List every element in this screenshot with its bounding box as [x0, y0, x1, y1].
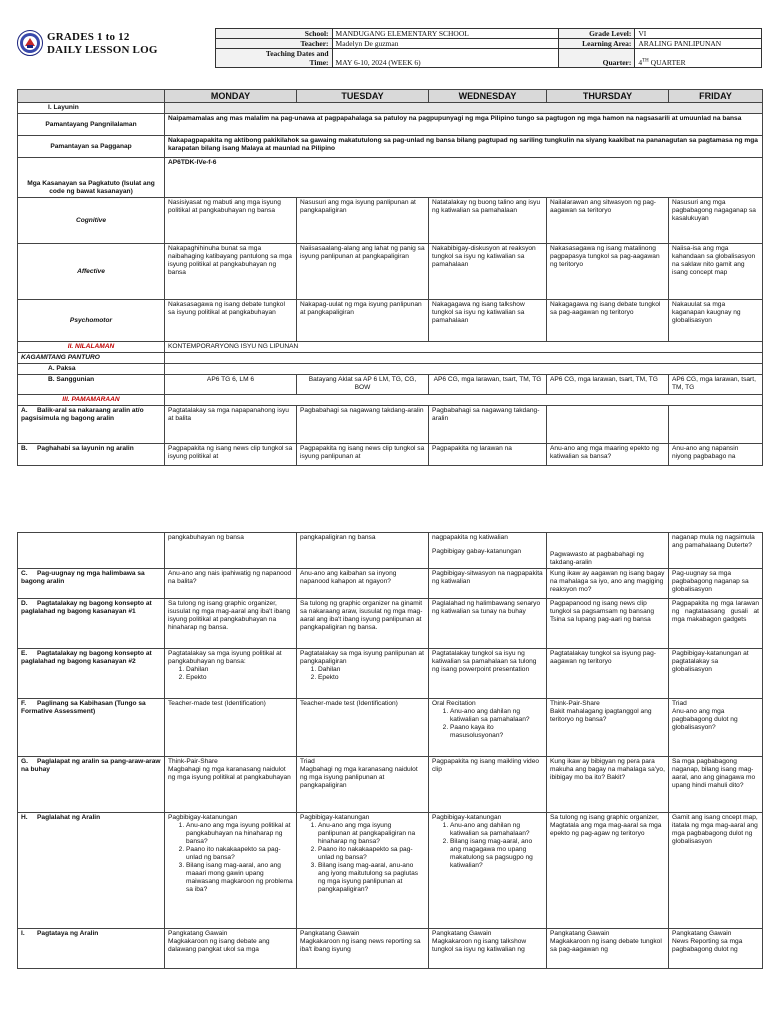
- pagganap-label: Pamantayan sa Pagganap: [18, 136, 165, 158]
- pagtatalakay-1-label: [18, 599, 165, 649]
- pagtataya-friday-text: News Reporting sa mga pagbabagong dulot ng: [672, 938, 743, 953]
- pagtataya-tuesday-title: Pangkatang Gawain: [300, 930, 360, 937]
- paglalapat-tuesday-text: Magbahagi ng mga karanasang naidulot ng mga isyung panlipunan at pangkapaligiran: [300, 766, 418, 789]
- pag-uugnay-label: [18, 569, 165, 599]
- paglalahat-monday-list: [168, 822, 293, 894]
- paksa-label: A. Paksa: [18, 364, 165, 375]
- day-wednesday: WEDNESDAY: [429, 90, 547, 103]
- list-item: 3. Bilang isang mag-aaral, ano ang maaari mong gawin upang maiwasang magkaroon ng problema sa iba?: [186, 862, 293, 894]
- pangnilalaman-row: [18, 114, 763, 136]
- psychomotor-thursday: Nakagagawa ng isang debate tungkol sa pag-aagawan ng teritoryo: [547, 300, 669, 342]
- paghahabi-friday: Anu-ano ang napansin niyong pagbabago na: [669, 444, 763, 466]
- pagtatalakay-2-monday-intro: Pagtatalakay sa mga isyung politikal at pangkabuhayan ng bansa:: [168, 650, 282, 665]
- pagtatalakay-2-tuesday-intro: Pagtatalakay sa mga isyung panlipunan at pangkapaligiran: [300, 650, 424, 665]
- pagtataya-thursday-title: Pangkatang Gawain: [550, 930, 610, 937]
- psychomotor-label: Psychomotor: [18, 300, 165, 342]
- corner-cell: [18, 90, 165, 103]
- paghahabi-label: [18, 444, 165, 466]
- pagtatalakay-1-thursday: Pagpapanood ng isang news clip tungkol sa pagsamsam ng bansang Tsina sa lupang pag-aari ng bansa: [547, 599, 669, 649]
- title-line-2: DAILY LESSON LOG: [47, 44, 158, 56]
- pagtataya-monday-title: Pangkatang Gawain: [168, 930, 228, 937]
- cognitive-row: [18, 198, 763, 244]
- affective-thursday: Nakasasagawa ng isang matalinong pagpapasya tungkol sa pag-aagawan ng teritoryo: [547, 244, 669, 300]
- psychomotor-monday: Nakasasagawa ng isang debate tungkol sa isyung politikal at pangkabuhayan: [165, 300, 297, 342]
- list-item: 1. Anu-ano ang mga isyung panlipunan at pangkapaligiran na hinaharap ng bansa?: [318, 822, 425, 846]
- list-item: 1. Anu-ano ang mga isyung politikal at pangkabuhayan na hinaharap ng bansa?: [186, 822, 293, 846]
- pag-uugnay-monday: Anu-ano ang nais ipahiwatig ng napanood na balita?: [165, 569, 297, 599]
- pagtatalakay-2-wednesday: Pagtatalakay tungkol sa isyu ng katiwalian sa pamahalaan sa tulong ng isang powerpoint presentation: [429, 649, 547, 699]
- affective-monday: Nakapaghihinuha bunat sa mga naibahaging katibayang pantulong sa mga isyung politikal at pangkabuhayan ng bansa: [165, 244, 297, 300]
- pag-uugnay-row: [18, 569, 763, 599]
- pagtataya-friday: [669, 929, 763, 969]
- pagtataya-row: [18, 929, 763, 969]
- list-item: 1. Anu-ano ang dahilan ng katiwalian sa pamahalaan?: [450, 822, 543, 838]
- balik-aral-monday: Pagtatalakay sa mga napapanahong isyu at balita: [165, 406, 297, 444]
- day-friday: FRIDAY: [669, 90, 763, 103]
- dates-label: [216, 49, 333, 68]
- school-label: School:: [216, 29, 333, 39]
- teacher-label: Teacher:: [216, 39, 333, 49]
- pag-uugnay-thursday: Kung ikaw ay aagawan ng isang bagay na mahalaga sa iyo, ano ang magiging reaksyon mo?: [547, 569, 669, 599]
- pagganap-row: [18, 136, 763, 158]
- learning-area-label: Learning Area:: [558, 39, 635, 49]
- paglinang-friday-text: Anu-ano ang mga pagbabagong dulot ng globalisasyon?: [672, 708, 738, 731]
- day-monday: MONDAY: [165, 90, 297, 103]
- pagtataya-thursday-text: Magkakaroon ng isang debate tungkol sa pag-aagawan ng: [550, 938, 662, 953]
- cognitive-wednesday: Natatalakay ng buong talino ang isyu ng katiwalian sa pamahalaan: [429, 198, 547, 244]
- balik-aral-wednesday: Pagbabahagi sa nagawang takdang-aralin: [429, 406, 547, 444]
- pagtataya-wednesday-title: Pangkatang Gawain: [432, 930, 492, 937]
- list-item: 2. Paano ito nakakaapekto sa pag-unlad ng bansa?: [318, 846, 425, 862]
- paglalahat-tuesday-list: [300, 822, 425, 894]
- paglalahat-tuesday-intro: Pagbibigay-katanungan: [300, 814, 370, 821]
- title-line-1: GRADES 1 to 12: [47, 31, 130, 43]
- list-item: 2. Epekto: [318, 674, 425, 682]
- pagtatalakay-2-tuesday-list: [300, 666, 425, 682]
- page-two: [0, 528, 768, 1024]
- paglalapat-monday-title: Think-Pair-Share: [168, 758, 218, 765]
- pamamaraan-row: [18, 395, 763, 406]
- paglalahat-wednesday: [429, 813, 547, 929]
- layunin-fill: [165, 103, 763, 114]
- pagtatalakay-1-friday: Pagpapakita ng mga larawan ng nagtataasang gusali at mga makabagon gadgets: [669, 599, 763, 649]
- pagganap-text: Nakapagpapakita ng aktibong pakikilahok sa gawaing makatutulong sa pag-unlad ng bansa bilang pagtupad ng sariling tungkulin na siyang kaakibat na pananagutan sa pagtamasa ng mga karapatan bilang isang Malaya at maunlad na Pilipino: [165, 136, 763, 158]
- paglinang-wednesday-intro: Oral Recitation: [432, 700, 476, 707]
- continued-wednesday-line1: nagpapakita ng katiwalian: [432, 534, 508, 541]
- sanggunian-tuesday: Batayang Aklat sa AP 6 LM, TG, CG, BOW: [297, 375, 429, 395]
- quarter-number: 4: [638, 58, 643, 67]
- lesson-log-table-1: [17, 89, 763, 466]
- pagtataya-text: Pagtataya ng Aralin: [37, 930, 99, 937]
- pagtatalakay-1-row: [18, 599, 763, 649]
- sanggunian-monday: AP6 TG 6, LM 6: [165, 375, 297, 395]
- pag-uugnay-wednesday: Pagbibigay-sitwasyon na nagpapakita ng katiwalian: [429, 569, 547, 599]
- pagtataya-label: [18, 929, 165, 969]
- paglalapat-text: Paglalapat ng aralin sa pang-araw-araw na buhay: [21, 758, 161, 773]
- paglalapat-thursday: Kung ikaw ay bibigyan ng pera para makuha ang bagay na mahalaga sa'yo, ibibigay mo ba ito? Bakit?: [547, 757, 669, 813]
- kasanayan-label: Mga Kasanayan sa Pagkatuto (Isulat ang code ng bawat kasanayan): [18, 158, 165, 198]
- paglalahat-row: [18, 813, 763, 929]
- pagtataya-thursday: [547, 929, 669, 969]
- paglalapat-friday: Sa mga pagbabagong naganap, bilang isang mag-aaral, ano ang ginagawa mo upang hindi mahuli dito?: [669, 757, 763, 813]
- affective-row: [18, 244, 763, 300]
- pagtataya-monday: [165, 929, 297, 969]
- affective-wednesday: Nakabibigay-diskusyon at reaksyon tungkol sa isyu ng katiwalian sa pamahalaan: [429, 244, 547, 300]
- paglalahat-wednesday-intro: Pagbibigay-katanungan: [432, 814, 502, 821]
- paghahabi-tuesday: Pagpapakita ng isang news clip tungkol sa isyung panlipunan at: [297, 444, 429, 466]
- pagtatalakay-2-monday: [165, 649, 297, 699]
- school-value: MANDUGANG ELEMENTARY SCHOOL: [332, 29, 558, 39]
- paglalahat-label: [18, 813, 165, 929]
- paglalapat-monday: [165, 757, 297, 813]
- sanggunian-row: [18, 375, 763, 395]
- paglinang-friday-title: Triad: [672, 700, 687, 707]
- pag-uugnay-friday: Pag-uugnay sa mga pagbabagong naganap sa globalisasyon: [669, 569, 763, 599]
- paglinang-thursday-text: Bakit mahalagang ipagtanggol ang teritoryo ng bansa?: [550, 708, 652, 723]
- kasanayan-code: AP6TDK-IVe-f-6: [165, 158, 763, 198]
- paglinang-thursday-title: Think-Pair-Share: [550, 700, 600, 707]
- paghahabi-row: [18, 444, 763, 466]
- paglalapat-tuesday: [297, 757, 429, 813]
- paglalahat-friday: Gamit ang isang cncept map, itatala ng mga mag-aaral ang mga pagbabagong dulot ng globalisasyon: [669, 813, 763, 929]
- pagtatalakay-2-text: Pagtatalakay ng bagong konsepto at paglalahad ng bagong kasanayan #2: [21, 650, 152, 665]
- pagtatalakay-1-wednesday: Paglalahad ng halimbawang senaryo ng katiwalian sa tunay na buhay: [429, 599, 547, 649]
- cognitive-label: Cognitive: [18, 198, 165, 244]
- layunin-label: I. Layunin: [18, 103, 165, 114]
- psychomotor-friday: Nakauulat sa mga kaganapan kaugnay ng globalisasyon: [669, 300, 763, 342]
- list-item: 2. Paano ito nakakaapekto sa pag-unlad ng bansa?: [186, 846, 293, 862]
- dates-value: MAY 6-10, 2024 (WEEK 6): [332, 49, 558, 68]
- pagtataya-tuesday: [297, 929, 429, 969]
- affective-label: Affective: [18, 244, 165, 300]
- paglinang-tuesday: Teacher-made test (Identification): [297, 699, 429, 757]
- continued-wednesday-line2: Pagbibigay gabay-katanungan: [432, 548, 522, 555]
- quarter-label: Quarter:: [558, 49, 635, 68]
- list-item: 1. Dahilan: [186, 666, 293, 674]
- balik-aral-tuesday: Pagbabahagi sa nagawang takdang-aralin: [297, 406, 429, 444]
- cognitive-friday: Nasusuri ang mga pagbabagong nagaganap sa kasalukuyan: [669, 198, 763, 244]
- pagtatalakay-1-monday: Sa tulong ng isang graphic organizer, isusulat ng mga mag-aaral ang iba't ibang isyung politikal at pangkabuhayan na hinaharap ng bansa.: [165, 599, 297, 649]
- pagtatalakay-2-tuesday: [297, 649, 429, 699]
- kagamitan-row: [18, 353, 763, 364]
- paglalapat-tuesday-title: Triad: [300, 758, 315, 765]
- continued-friday: naganap mula ng nagsimula ang pamahalaang Duterte?: [669, 533, 763, 569]
- paglalapat-code: G.: [21, 758, 28, 765]
- paglalapat-label: [18, 757, 165, 813]
- quarter-sup: TH: [642, 58, 649, 64]
- paglinang-text: Paglinang sa Kabihasan (Tungo sa Formative Assessment): [21, 700, 146, 715]
- paglalahat-wednesday-list: [432, 822, 543, 870]
- continued-monday: pangkabuhayan ng bansa: [165, 533, 297, 569]
- teacher-value: Madelyn De guzman: [332, 39, 558, 49]
- pagtataya-wednesday: [429, 929, 547, 969]
- psychomotor-row: [18, 300, 763, 342]
- quarter-suffix: QUARTER: [648, 58, 686, 67]
- lesson-log-table-2: [17, 532, 763, 969]
- deped-seal-icon: [17, 30, 43, 56]
- grade-label: Grade Level:: [558, 29, 635, 39]
- quarter-value: [635, 49, 762, 68]
- paglalahat-monday: [165, 813, 297, 929]
- nilalaman-text: KONTEMPORARYONG ISYU NG LIPUNAN: [165, 342, 763, 353]
- balik-aral-row: [18, 406, 763, 444]
- pagtatalakay-1-text: Pagtatalakay ng bagong konsepto at paglalahad ng bagong kasanayan #1: [21, 600, 152, 615]
- paghahabi-monday: Pagpapakita ng isang news clip tungkol sa isyung politikal at: [165, 444, 297, 466]
- learning-area-value: ARALING PANLIPUNAN: [635, 39, 762, 49]
- day-thursday: THURSDAY: [547, 90, 669, 103]
- sanggunian-friday: AP6 CG, mga larawan, tsart, TM, TG: [669, 375, 763, 395]
- balik-aral-friday: [669, 406, 763, 444]
- continued-wednesday: [429, 533, 547, 569]
- paglalahat-text: Paglalahat ng Aralin: [37, 814, 101, 821]
- psychomotor-wednesday: Nakagagawa ng isang talkshow tungkol sa isyu ng katiwalian sa pamahalaan: [429, 300, 547, 342]
- pagtataya-friday-title: Pangkatang Gawain: [672, 930, 732, 937]
- pagtataya-tuesday-text: Magkakaroon ng isang news reporting sa iba't ibang isyung: [300, 938, 421, 953]
- paglinang-label: [18, 699, 165, 757]
- paglalahat-thursday: Sa tulong ng isang graphic organizer, Magtatala ang mga mag-aaral sa mga epekto ng pag-agaw ng teritoryo: [547, 813, 669, 929]
- sanggunian-wednesday: AP6 CG, mga larawan, tsart, TM, TG: [429, 375, 547, 395]
- pagtataya-monday-text: Magkakaroon ng isang debate ang dalawang pangkat ukol sa mga: [168, 938, 270, 953]
- continued-row: [18, 533, 763, 569]
- cognitive-monday: Nasisiyasat ng mabuti ang mga isyung politikal at pangkabuhayan ng bansa: [165, 198, 297, 244]
- paglalahat-code: H.: [21, 814, 28, 821]
- pag-uugnay-code: C.: [21, 570, 28, 577]
- list-item: 2. Paano kaya ito masusolusyonan?: [450, 724, 543, 740]
- pagtatalakay-2-monday-list: [168, 666, 293, 682]
- layunin-row: [18, 103, 763, 114]
- pagtatalakay-2-friday: Pagbibigay-katanungan at pagtatalakay sa globalisasyon: [669, 649, 763, 699]
- pangnilalaman-label: Pamantayang Pangnilalaman: [18, 114, 165, 136]
- pagtatalakay-2-label: [18, 649, 165, 699]
- paglinang-thursday: [547, 699, 669, 757]
- cognitive-thursday: Nailalarawan ang sitwasyon ng pag-aagawan sa teritoryo: [547, 198, 669, 244]
- list-item: 3. Bilang isang mag-aaral, anu-ano ang iyong maitutulong sa paglutas ng mga isyung panlipunan at pangkapaligiran?: [318, 862, 425, 894]
- pagtatalakay-2-thursday: Pagtatalakay tungkol sa isyung pag-aagawan ng teritoryo: [547, 649, 669, 699]
- paghahabi-thursday: Anu-ano ang mga maaring epekto ng katiwalian sa bansa?: [547, 444, 669, 466]
- paksa-row: [18, 364, 763, 375]
- pagtataya-wednesday-text: Magkakaroon ng isang talkshow tungkol sa isyu ng katiwalian ng: [432, 938, 527, 953]
- kasanayan-row: [18, 158, 763, 198]
- paksa-fill: [165, 364, 763, 375]
- paglalapat-wednesday: Pagpapakita ng isang maikling video clip: [429, 757, 547, 813]
- list-item: 2. Bilang isang mag-aaral, ano ang magagawa mo upang makatulong sa pagsugpo ng katiwalian?: [450, 838, 543, 870]
- pagtatalakay-1-code: D.: [21, 600, 28, 607]
- pag-uugnay-text: Pag-uugnay ng mga halimbawa sa bagong aralin: [21, 570, 145, 585]
- paglinang-code: F.: [21, 700, 27, 707]
- dates-label-line1: Teaching Dates and: [265, 49, 329, 58]
- page-one: [0, 0, 768, 470]
- balik-aral-text: Balik-aral sa nakaraang aralin at/o pagsisimula ng bagong aralin: [21, 407, 144, 422]
- paghahabi-wednesday: Pagpapakita ng larawan na: [429, 444, 547, 466]
- continued-tuesday: pangkapaligiran ng bansa: [297, 533, 429, 569]
- list-item: 1. Dahilan: [318, 666, 425, 674]
- pag-uugnay-tuesday: Anu-ano ang kaibahan sa inyong napanood kahapon at ngayon?: [297, 569, 429, 599]
- paglalapat-row: [18, 757, 763, 813]
- nilalaman-label: II. NILALAMAN: [18, 342, 165, 353]
- balik-aral-label: [18, 406, 165, 444]
- paghahabi-text: Paghahabi sa layunin ng aralin: [37, 445, 134, 452]
- pagtatalakay-1-tuesday: Sa tulong ng graphic organizer na ginamit sa nakaraang araw, isusulat ng mga mag-aaral ang iba't ibang isyung panlipunan at pangkapaligiran ng bansa.: [297, 599, 429, 649]
- list-item: 2. Epekto: [186, 674, 293, 682]
- pangnilalaman-text: Naipamamalas ang mas malalim na pag-unawa at pagpapahalaga sa patuloy na pagpupunyagi ng mga Pilipino tungo sa pagtugon ng mga hamon na nagsasarili at umuunlad na bansa: [165, 114, 763, 136]
- paglalahat-monday-intro: Pagbibigay-katanungan: [168, 814, 238, 821]
- grade-value: VI: [635, 29, 762, 39]
- balik-aral-thursday: [547, 406, 669, 444]
- pamamaraan-fill: [165, 395, 763, 406]
- psychomotor-tuesday: Nakapag-uulat ng mga isyung panlipunan at pangkapaligiran: [297, 300, 429, 342]
- document-header: [17, 28, 762, 72]
- pamamaraan-label: III. PAMAMARAAN: [18, 395, 165, 406]
- kagamitan-fill: [165, 353, 763, 364]
- document-title: [47, 31, 158, 57]
- pagtataya-code: I.: [21, 930, 25, 937]
- days-header-row: [18, 90, 763, 103]
- sanggunian-label: B. Sanggunian: [18, 375, 165, 395]
- paglinang-wednesday: [429, 699, 547, 757]
- continued-thursday: Pagwawasto at pagbabahagi ng takdang-aralin: [547, 533, 669, 569]
- paghahabi-code: B.: [21, 445, 28, 452]
- list-item: 1. Anu-ano ang dahilan ng katiwalian sa pamahalaan?: [450, 708, 543, 724]
- paglalapat-monday-text: Magbahagi ng mga karanasang naidulot ng mga isyung politikal at pangkabuhayan: [168, 766, 291, 781]
- paglinang-wednesday-list: [432, 708, 543, 740]
- dates-label-line2: Time:: [309, 58, 329, 67]
- paglalahat-tuesday: [297, 813, 429, 929]
- nilalaman-row: [18, 342, 763, 353]
- balik-aral-code: A.: [21, 407, 28, 414]
- continued-label: [18, 533, 165, 569]
- kagamitan-label: KAGAMITANG PANTURO: [18, 353, 165, 364]
- day-tuesday: TUESDAY: [297, 90, 429, 103]
- cognitive-tuesday: Nasusuri ang mga isyung panlipunan at pangkapaligiran: [297, 198, 429, 244]
- pagtatalakay-2-code: E.: [21, 650, 28, 657]
- paglinang-monday: Teacher-made test (Identification): [165, 699, 297, 757]
- paglinang-friday: [669, 699, 763, 757]
- pagtatalakay-2-row: [18, 649, 763, 699]
- affective-friday: Naiisa-isa ang mga kahandaan sa globalisasyon na saklaw nito gamit ang isang concept map: [669, 244, 763, 300]
- sanggunian-thursday: AP6 CG, mga larawan, tsart, TM, TG: [547, 375, 669, 395]
- affective-tuesday: Naiisasaalang-alang ang lahat ng panig sa isyung panlipunan at pangkapaligiran: [297, 244, 429, 300]
- paglinang-row: [18, 699, 763, 757]
- header-info-table: [215, 28, 762, 68]
